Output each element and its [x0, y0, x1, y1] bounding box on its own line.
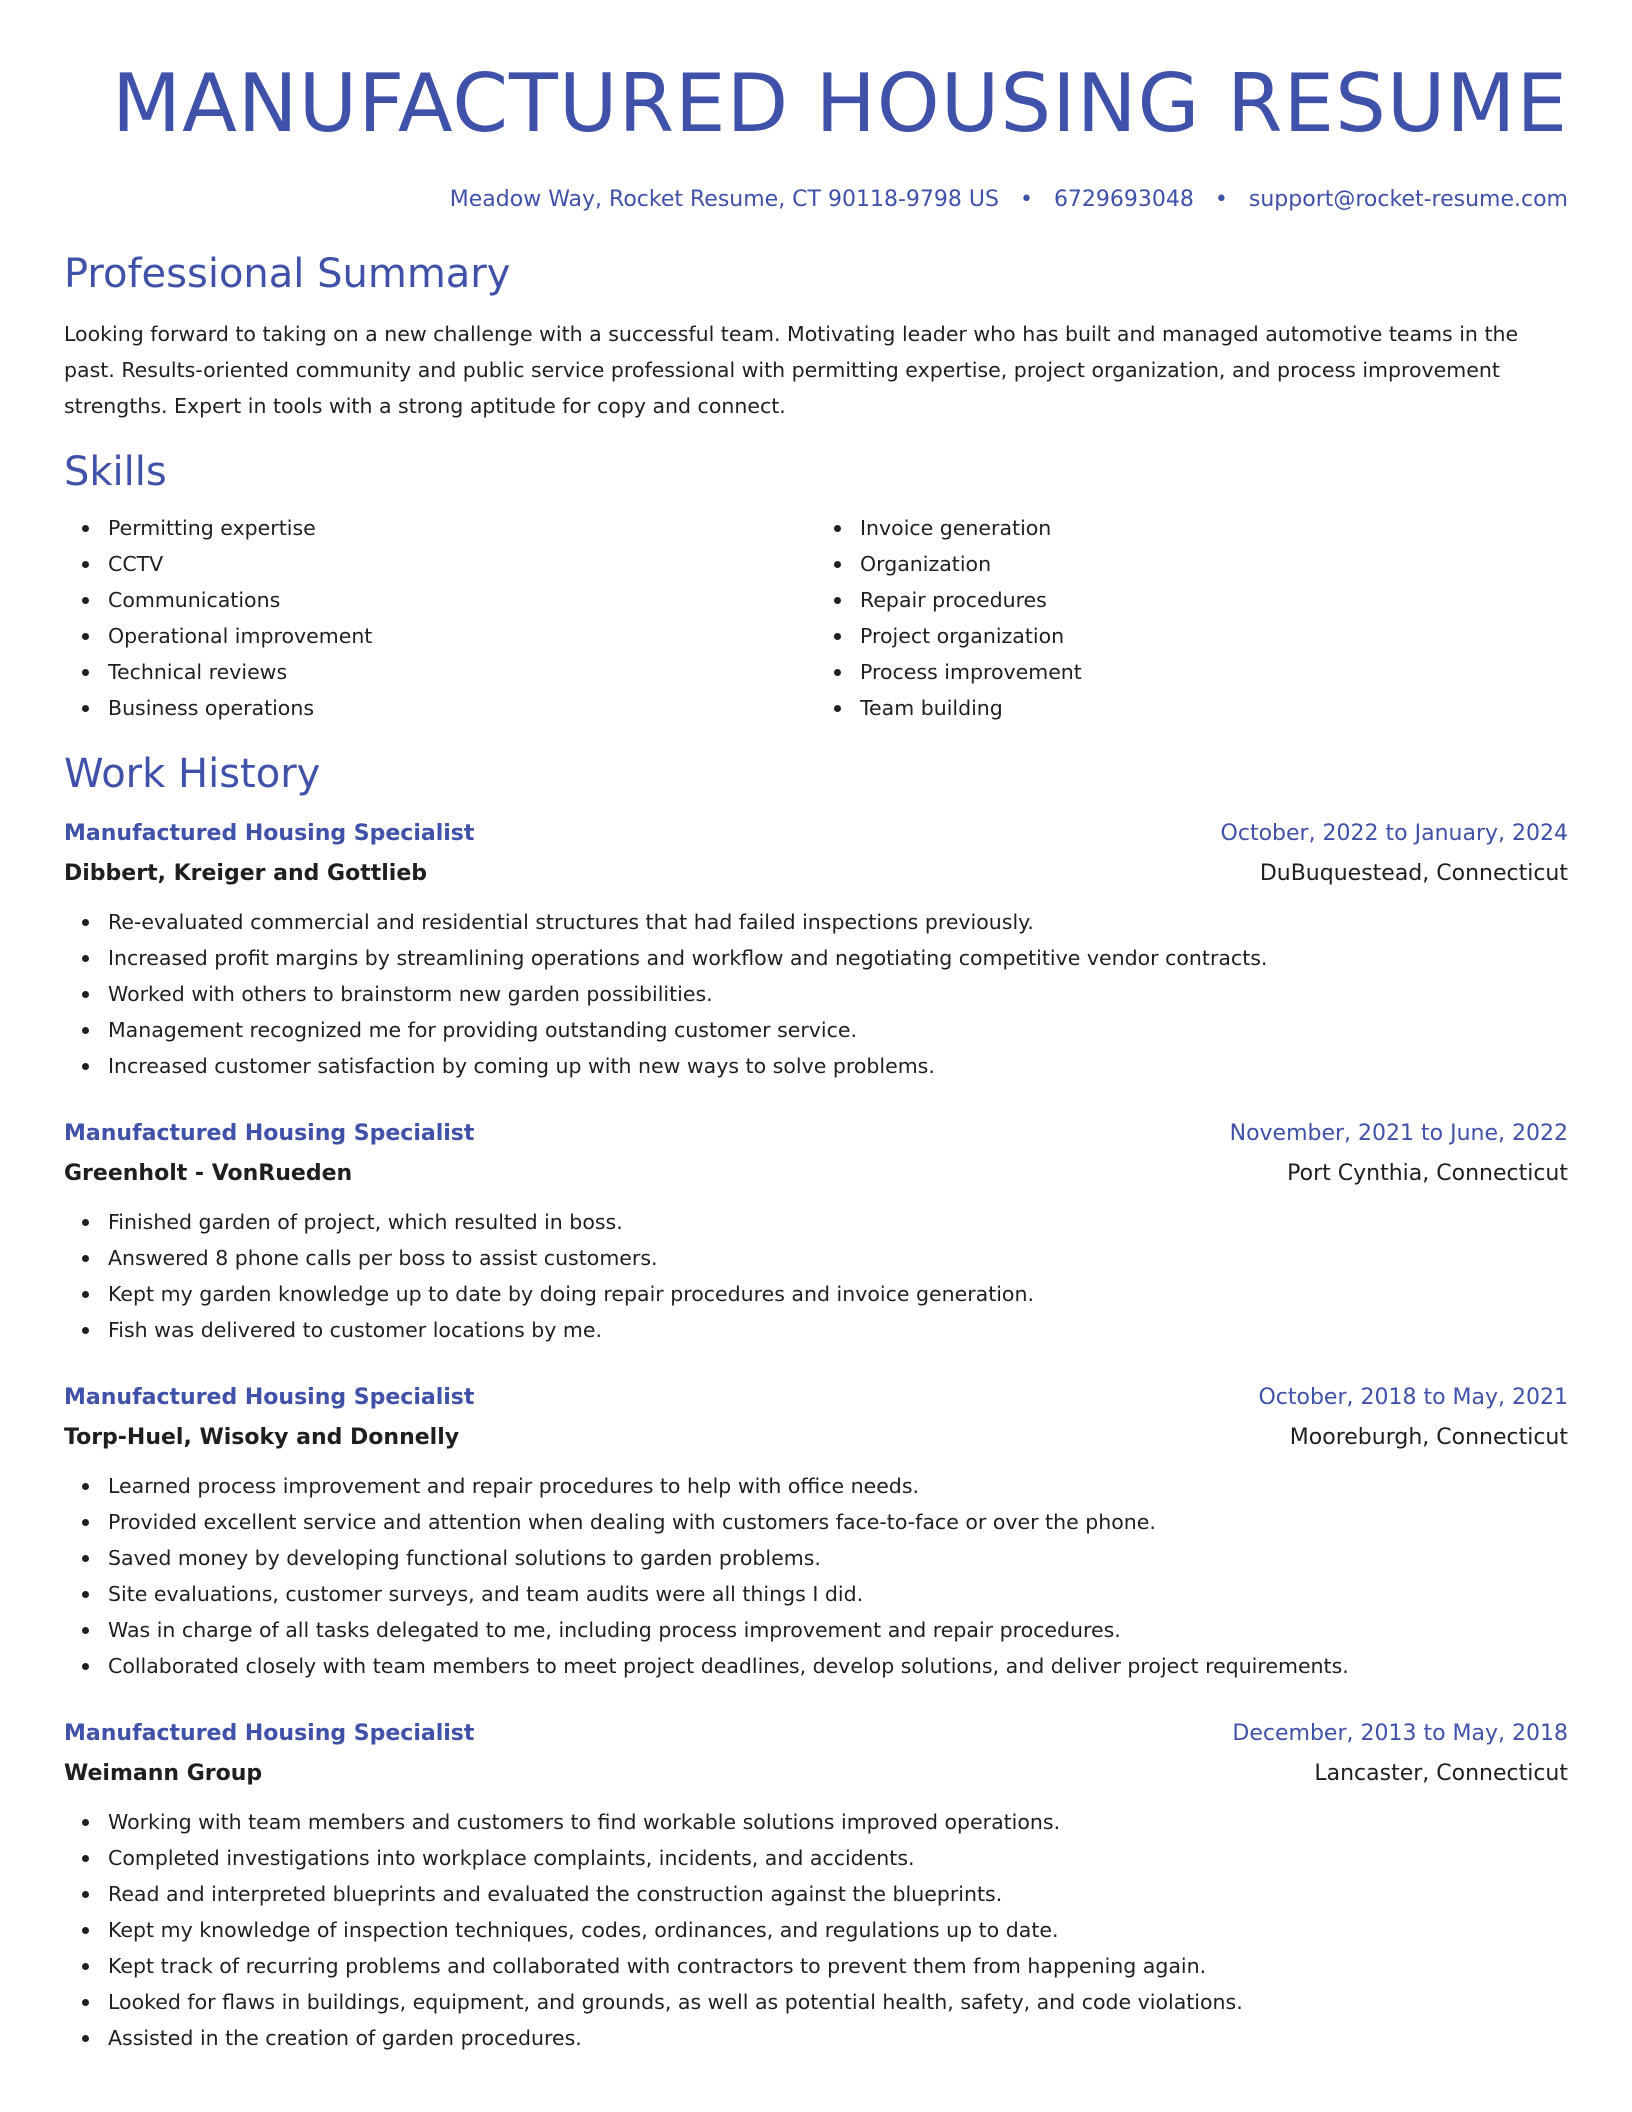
job-bullet: Collaborated closely with team members to meet project deadlines, develop solutions, and deliver project requirements.	[108, 1648, 1568, 1684]
job-bullet: Finished garden of project, which resulted in boss.	[108, 1204, 1568, 1240]
summary-text: Looking forward to taking on a new challenge with a successful team. Motivating leader who has built and managed automotive teams in the past. Results-oriented community and public service professional with permitting expertise, project organization, and process improvement strengths. Expert in tools with a strong aptitude for copy and connect.	[64, 322, 1519, 418]
skills-heading: Skills	[64, 449, 167, 495]
contact-separator: •	[1214, 187, 1228, 212]
job-entry	[64, 814, 1568, 1084]
skill-item: Repair procedures	[860, 582, 1568, 618]
skill-item: Invoice generation	[860, 510, 1568, 546]
contact-phone: 6729693048	[1053, 187, 1194, 212]
job-location: Lancaster, Connecticut	[1314, 1761, 1568, 1786]
job-bullet: Read and interpreted blueprints and evaluated the construction against the blueprints.	[108, 1876, 1568, 1912]
job-bullet: Increased profit margins by streamlining operations and workflow and negotiating competitive vendor contracts.	[108, 940, 1568, 976]
job-dates: October, 2018 to May, 2021	[1258, 1385, 1568, 1410]
job-entry	[64, 1714, 1568, 2056]
job-entry	[64, 1114, 1568, 1348]
job-bullet: Was in charge of all tasks delegated to me, including process improvement and repair procedures.	[108, 1612, 1568, 1648]
skill-item: Process improvement	[860, 654, 1568, 690]
job-header-row	[64, 1714, 1568, 1754]
job-title: Manufactured Housing Specialist	[64, 1721, 475, 1746]
job-bullet: Provided excellent service and attention when dealing with customers face-to-face or over the phone.	[108, 1504, 1568, 1540]
job-company: Dibbert, Kreiger and Gottlieb	[64, 861, 428, 886]
job-dates: November, 2021 to June, 2022	[1229, 1121, 1568, 1146]
job-company: Torp-Huel, Wisoky and Donnelly	[64, 1425, 460, 1450]
contact-address: Meadow Way, Rocket Resume, CT 90118-9798 US	[449, 187, 999, 212]
skills-column-left	[64, 510, 816, 726]
job-location: DuBuquestead, Connecticut	[1259, 861, 1568, 886]
job-bullet: Assisted in the creation of garden procedures.	[108, 2020, 1568, 2056]
job-bullet: Re-evaluated commercial and residential structures that had failed inspections previously.	[108, 904, 1568, 940]
job-bullet: Kept my knowledge of inspection techniques, codes, ordinances, and regulations up to date.	[108, 1912, 1568, 1948]
job-header-row	[64, 814, 1568, 854]
job-bullet: Fish was delivered to customer locations by me.	[108, 1312, 1568, 1348]
job-bullets	[64, 1804, 1568, 2056]
job-bullet: Increased customer satisfaction by coming up with new ways to solve problems.	[108, 1048, 1568, 1084]
summary-heading: Professional Summary	[64, 251, 511, 297]
skill-item: Team building	[860, 690, 1568, 726]
contact-line	[64, 184, 1568, 216]
skill-item: Communications	[108, 582, 816, 618]
skill-item: Business operations	[108, 690, 816, 726]
job-company-row	[64, 1154, 1568, 1194]
job-company-row	[64, 1754, 1568, 1794]
job-bullet: Completed investigations into workplace complaints, incidents, and accidents.	[108, 1840, 1568, 1876]
job-bullet: Saved money by developing functional solutions to garden problems.	[108, 1540, 1568, 1576]
job-company: Greenholt - VonRueden	[64, 1161, 353, 1186]
job-header-row	[64, 1114, 1568, 1154]
job-bullets	[64, 904, 1568, 1084]
job-bullet: Answered 8 phone calls per boss to assist customers.	[108, 1240, 1568, 1276]
job-bullet: Working with team members and customers to find workable solutions improved operations.	[108, 1804, 1568, 1840]
job-location: Port Cynthia, Connecticut	[1287, 1161, 1568, 1186]
job-bullets	[64, 1468, 1568, 1684]
skill-item: Permitting expertise	[108, 510, 816, 546]
job-bullets	[64, 1204, 1568, 1348]
skills-grid	[64, 510, 1568, 726]
job-dates: October, 2022 to January, 2024	[1220, 821, 1568, 846]
job-bullet: Worked with others to brainstorm new garden possibilities.	[108, 976, 1568, 1012]
job-bullet: Site evaluations, customer surveys, and team audits were all things I did.	[108, 1576, 1568, 1612]
job-bullet: Kept track of recurring problems and collaborated with contractors to prevent them from happening again.	[108, 1948, 1568, 1984]
job-title: Manufactured Housing Specialist	[64, 821, 475, 846]
skill-item: CCTV	[108, 546, 816, 582]
skills-column-right	[816, 510, 1568, 726]
job-bullet: Management recognized me for providing outstanding customer service.	[108, 1012, 1568, 1048]
job-bullet: Learned process improvement and repair procedures to help with office needs.	[108, 1468, 1568, 1504]
job-company-row	[64, 854, 1568, 894]
skill-item: Operational improvement	[108, 618, 816, 654]
job-bullet: Looked for flaws in buildings, equipment, and grounds, as well as potential health, safety, and code violations.	[108, 1984, 1568, 2020]
job-entry	[64, 1378, 1568, 1684]
job-dates: December, 2013 to May, 2018	[1232, 1721, 1568, 1746]
skill-item: Technical reviews	[108, 654, 816, 690]
skill-item: Project organization	[860, 618, 1568, 654]
contact-separator: •	[1019, 187, 1033, 212]
job-location: Mooreburgh, Connecticut	[1289, 1425, 1568, 1450]
resume-page	[64, 0, 1568, 2056]
work-history-heading: Work History	[64, 751, 321, 797]
job-company: Weimann Group	[64, 1761, 263, 1786]
job-title: Manufactured Housing Specialist	[64, 1385, 475, 1410]
job-title: Manufactured Housing Specialist	[64, 1121, 475, 1146]
job-header-row	[64, 1378, 1568, 1418]
job-company-row	[64, 1418, 1568, 1458]
skill-item: Organization	[860, 546, 1568, 582]
resume-title: MANUFACTURED HOUSING RESUME	[112, 57, 1568, 150]
contact-email: support@rocket-resume.com	[1248, 187, 1568, 212]
job-bullet: Kept my garden knowledge up to date by doing repair procedures and invoice generation.	[108, 1276, 1568, 1312]
